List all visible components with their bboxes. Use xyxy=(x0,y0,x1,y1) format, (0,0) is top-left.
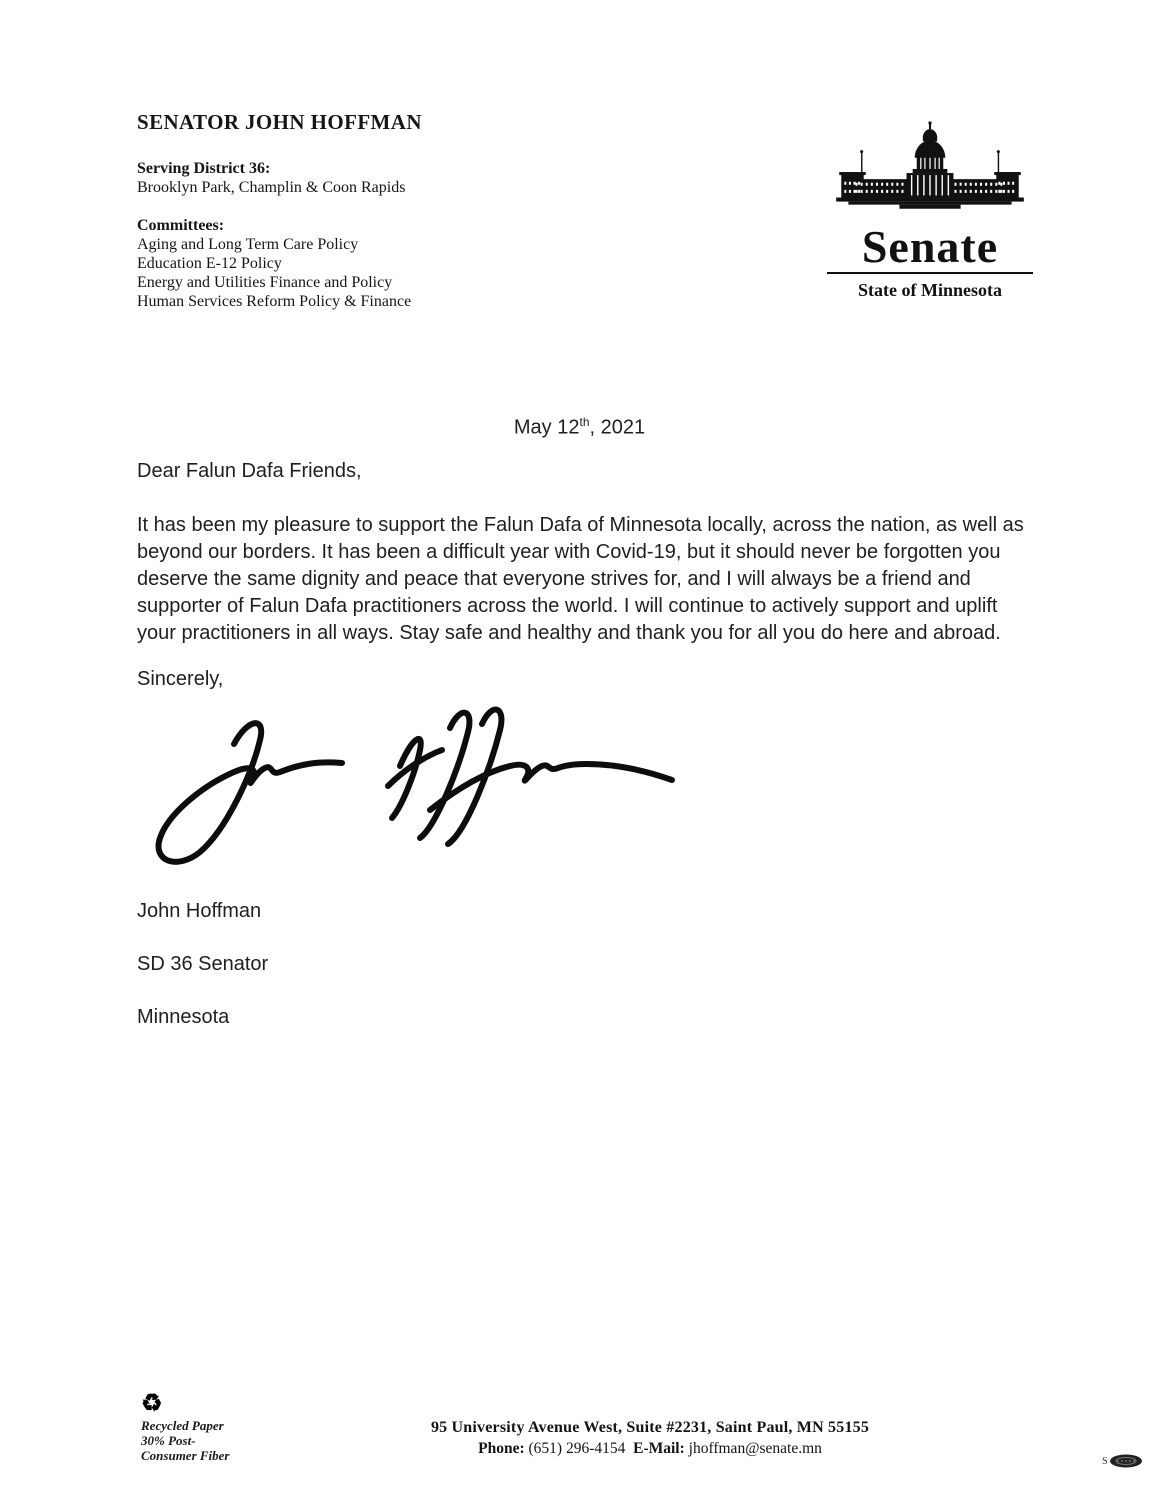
recycled-paper-note xyxy=(141,1392,361,1463)
footer-contact-block xyxy=(360,1419,940,1458)
committee-item: Aging and Long Term Care Policy xyxy=(137,236,359,253)
email-value: jhoffman@senate.mn xyxy=(688,1440,822,1457)
phone-label: Phone: xyxy=(478,1440,525,1457)
date-line xyxy=(0,415,1159,440)
letterhead-left xyxy=(137,110,557,311)
signer-name: John Hoffman xyxy=(137,900,262,922)
corner-stamp-text: S xyxy=(1102,1455,1108,1467)
district-label: Serving District 36: xyxy=(137,160,271,177)
signature-image xyxy=(138,702,678,882)
senate-logo xyxy=(800,120,1060,301)
date-ordinal-superscript: th xyxy=(579,415,590,429)
committee-item: Energy and Utilities Finance and Policy xyxy=(137,274,393,291)
committee-item: Human Services Reform Policy & Finance xyxy=(137,293,412,310)
closing-word: Sincerely, xyxy=(137,668,224,690)
date-prefix: May 12 xyxy=(513,416,580,439)
recycled-line: 30% Post- xyxy=(141,1433,196,1448)
phone-value: (651) 296-4154 xyxy=(528,1440,626,1457)
logo-underline xyxy=(827,272,1033,274)
senator-name-heading: SENATOR JOHN HOFFMAN xyxy=(137,110,422,134)
email-label: E-Mail: xyxy=(633,1440,685,1457)
corner-stamp-blob xyxy=(1109,1454,1143,1468)
office-address: 95 University Avenue West, Suite #2231, Saint Paul, MN 55155 xyxy=(430,1419,870,1436)
district-cities: Brooklyn Park, Champlin & Coon Rapids xyxy=(137,179,406,196)
spacer xyxy=(137,197,557,216)
recycle-icon: ♻ xyxy=(141,1391,163,1417)
senate-wordmark: Senate xyxy=(861,221,999,272)
capitol-building-icon xyxy=(828,120,1032,222)
letter-body-paragraph: It has been my pleasure to support the Falun Dafa of Minnesota locally, across the nation, as well as beyond our borders. It has been a difficult year with Covid-19, but it should never be forgotten you deserve the same dignity and peace that everyone strives for, and I will always be a friend and supporter of Falun Dafa practitioners across the world. I will continue to actively support and uplift your practitioners in all ways. Stay safe and healthy and thank you for all you do here and abroad. xyxy=(137,514,1024,644)
signer-title: SD 36 Senator xyxy=(137,953,269,975)
committee-item: Education E-12 Policy xyxy=(137,255,282,272)
signer-state: Minnesota xyxy=(137,1006,230,1028)
recycled-line: Recycled Paper xyxy=(141,1418,224,1433)
corner-stamp xyxy=(1102,1452,1154,1470)
state-of-minnesota-label: State of Minnesota xyxy=(858,280,1002,300)
salutation: Dear Falun Dafa Friends, xyxy=(137,460,362,482)
phone-email-line xyxy=(360,1440,940,1458)
recycled-line: Consumer Fiber xyxy=(141,1448,230,1463)
committees-label: Committees: xyxy=(137,217,225,234)
date-suffix: , 2021 xyxy=(589,416,646,439)
